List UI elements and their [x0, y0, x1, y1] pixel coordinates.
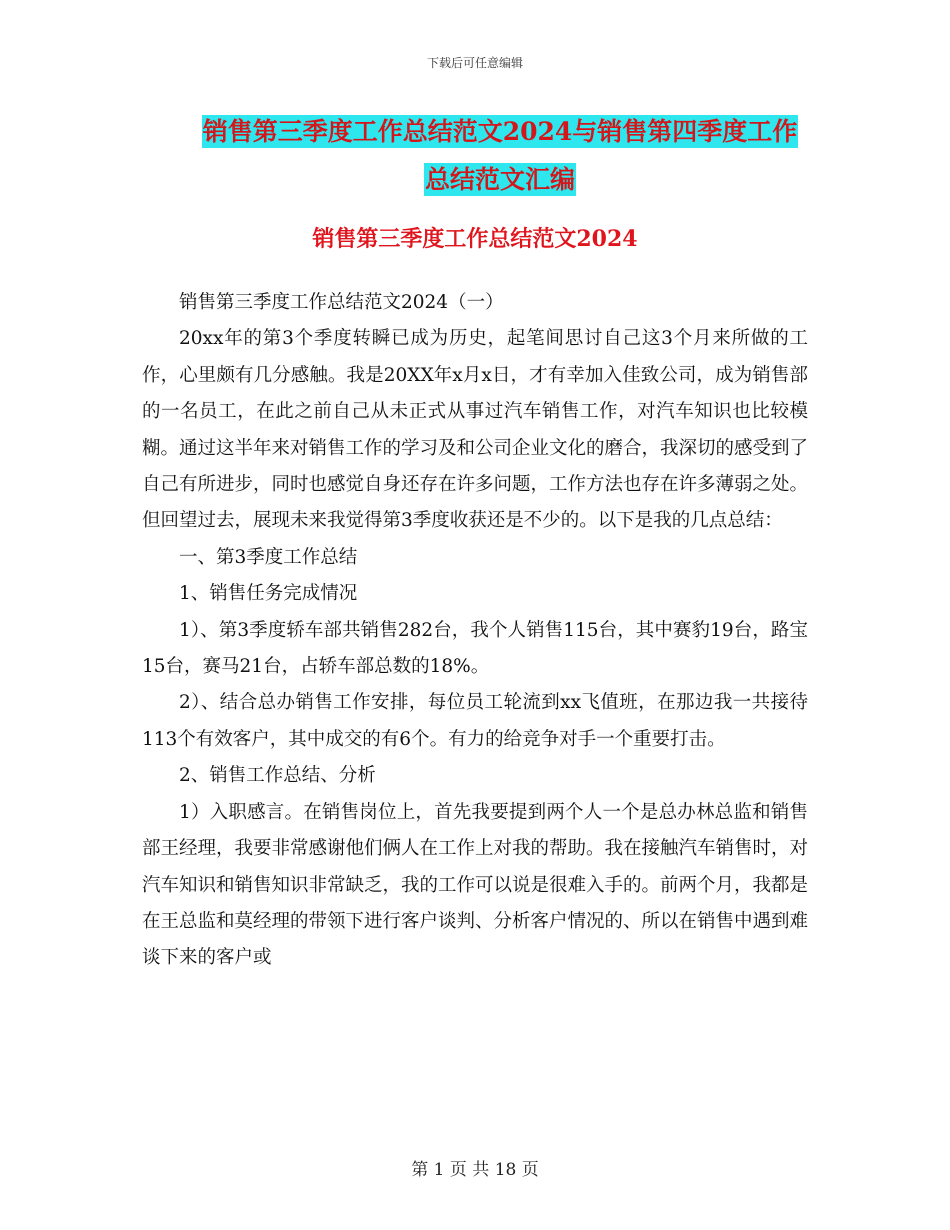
section-title: 销售第三季度工作总结范文2024 [312, 226, 638, 252]
document-title [180, 108, 820, 204]
paragraph: 1）入职感言。在销售岗位上，首先我要提到两个人一个是总办林总监和销售部王经理，我要非常感谢他们俩人在工作上对我的帮助。我在接触汽车销售时，对汽车知识和销售知识非常缺乏，我的工作可以说是很难入手的。前两个月，我都是在王总监和莫经理的带领下进行客户谈判、分析客户情况的、所以在销售中遇到难谈下来的客户或 [142, 801, 809, 969]
page-footer: 第 1 页 共 18 页 [411, 1160, 539, 1180]
header-note: 下载后可任意编辑 [426, 56, 523, 70]
paragraph: 1、销售任务完成情况 [179, 583, 358, 605]
paragraph: 1）、第3季度轿车部共销售282台，我个人销售115台，其中赛豹19台，路宝15台，赛马21台，占轿车部总数的18%。 [142, 619, 808, 678]
paragraph: 销售第三季度工作总结范文2024（一） [179, 292, 504, 313]
title-line-1: 销售第三季度工作总结范文2024与销售第四季度工作 [202, 117, 798, 146]
paragraph: 20xx年的第3个季度转瞬已成为历史，起笔间思讨自己这3个月来所做的工作，心里颇有几分感触。我是20XX年x月x日，才有幸加入佳致公司，成为销售部的一名员工，在此之前自己从未正式从事过汽车销售工作，对汽车知识也比较模糊。通过这半年来对销售工作的学习及和公司企业文化的磨合，我深切的感受到了自己有所进步，同时也感觉自身还存在许多问题，工作方法也存在许多薄弱之处。但回望过去，展现未来我觉得第3季度收获还是不少的。以下是我的几点总结： [142, 328, 809, 532]
body-text [142, 285, 808, 977]
paragraph: 2、销售工作总结、分析 [179, 765, 376, 787]
paragraph: 一、第3季度工作总结 [179, 546, 358, 568]
paragraph: 2）、结合总办销售工作安排，每位员工轮流到xx飞值班，在那边我一共接待113个有效客户，其中成交的有6个。有力的给竞争对手一个重要打击。 [142, 692, 808, 750]
title-line-2: 总结范文汇编 [424, 165, 575, 194]
